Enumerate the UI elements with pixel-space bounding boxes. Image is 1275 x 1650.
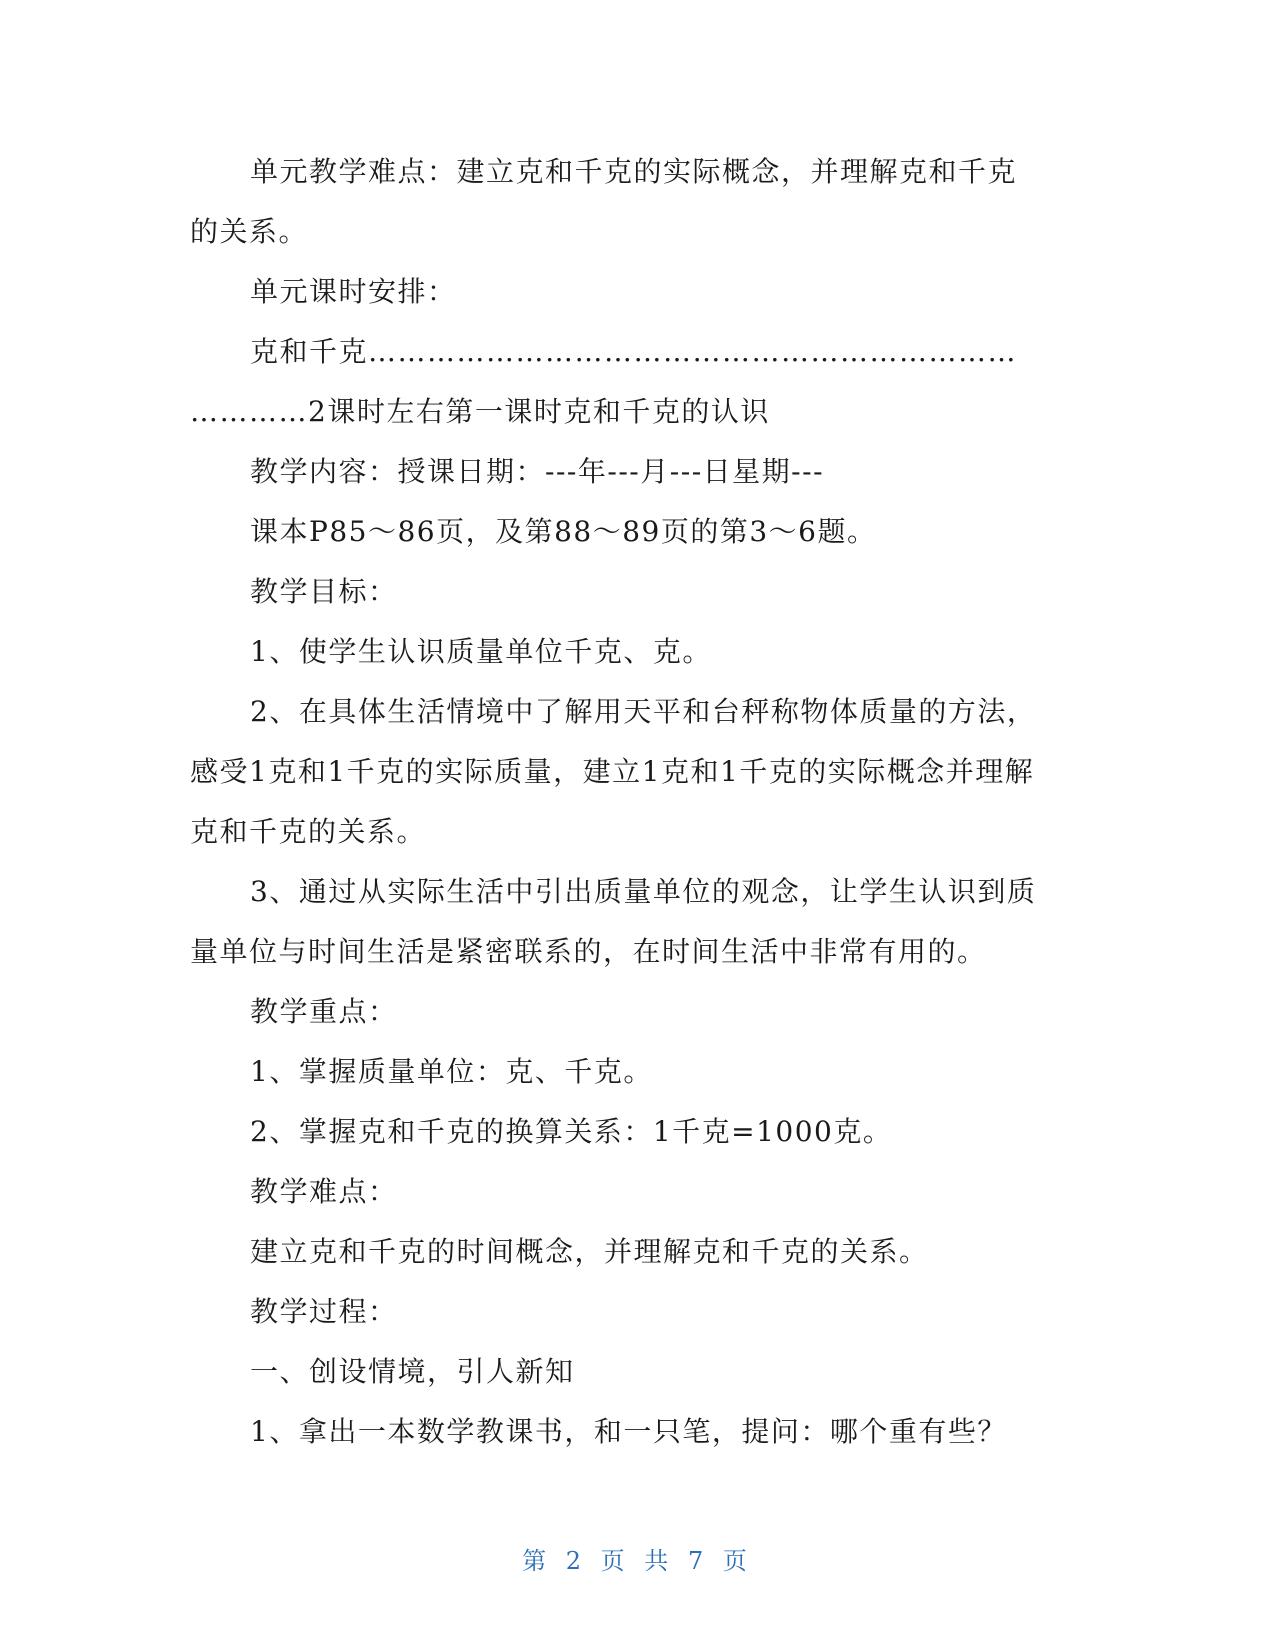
text-line: 1、使学生认识质量单位千克、克。	[250, 635, 712, 668]
text-line: 一、创设情境，引人新知	[250, 1355, 575, 1388]
text-line: 1、拿出一本数学教课书，和一只笔，提问：哪个重有些？	[250, 1415, 1007, 1448]
text-line: 2、在具体生活情境中了解用天平和台秤称物体质量的方法，	[250, 695, 1037, 728]
text-line: 3、通过从实际生活中引出质量单位的观念，让学生认识到质	[250, 875, 1037, 908]
text-line: 2、掌握克和千克的换算关系：1千克=1000克。	[250, 1115, 893, 1148]
document-body	[190, 142, 1070, 1462]
text-line: 克和千克的关系。	[190, 815, 427, 848]
text-line: 1、掌握质量单位：克、千克。	[250, 1055, 653, 1088]
text-line: 建立克和千克的时间概念，并理解克和千克的关系。	[250, 1235, 929, 1268]
text-line: 教学过程：	[250, 1295, 398, 1328]
text-line: 的关系。	[190, 215, 309, 248]
text-line: 量单位与时间生活是紧密联系的，在时间生活中非常有用的。	[190, 935, 987, 968]
text-line: 教学重点：	[250, 995, 398, 1028]
text-line: 教学难点：	[250, 1175, 398, 1208]
text-line: 单元课时安排：	[250, 275, 457, 308]
page-number-footer: 第 2 页 共 7 页	[522, 1547, 753, 1575]
text-line: 课本P85～86页，及第88～89页的第3～6题。	[250, 515, 877, 548]
text-line: 感受1克和1千克的实际质量，建立1克和1千克的实际概念并理解	[190, 755, 1035, 788]
text-line: 教学目标：	[250, 575, 398, 608]
text-line: 克和千克…………………………………………………………	[250, 335, 1018, 368]
text-line: 教学内容：授课日期：---年---月---日星期---	[250, 455, 825, 488]
text-line: 单元教学难点：建立克和千克的实际概念，并理解克和千克	[250, 155, 1018, 188]
text-line: …………2课时左右第一课时克和千克的认识	[190, 395, 770, 428]
